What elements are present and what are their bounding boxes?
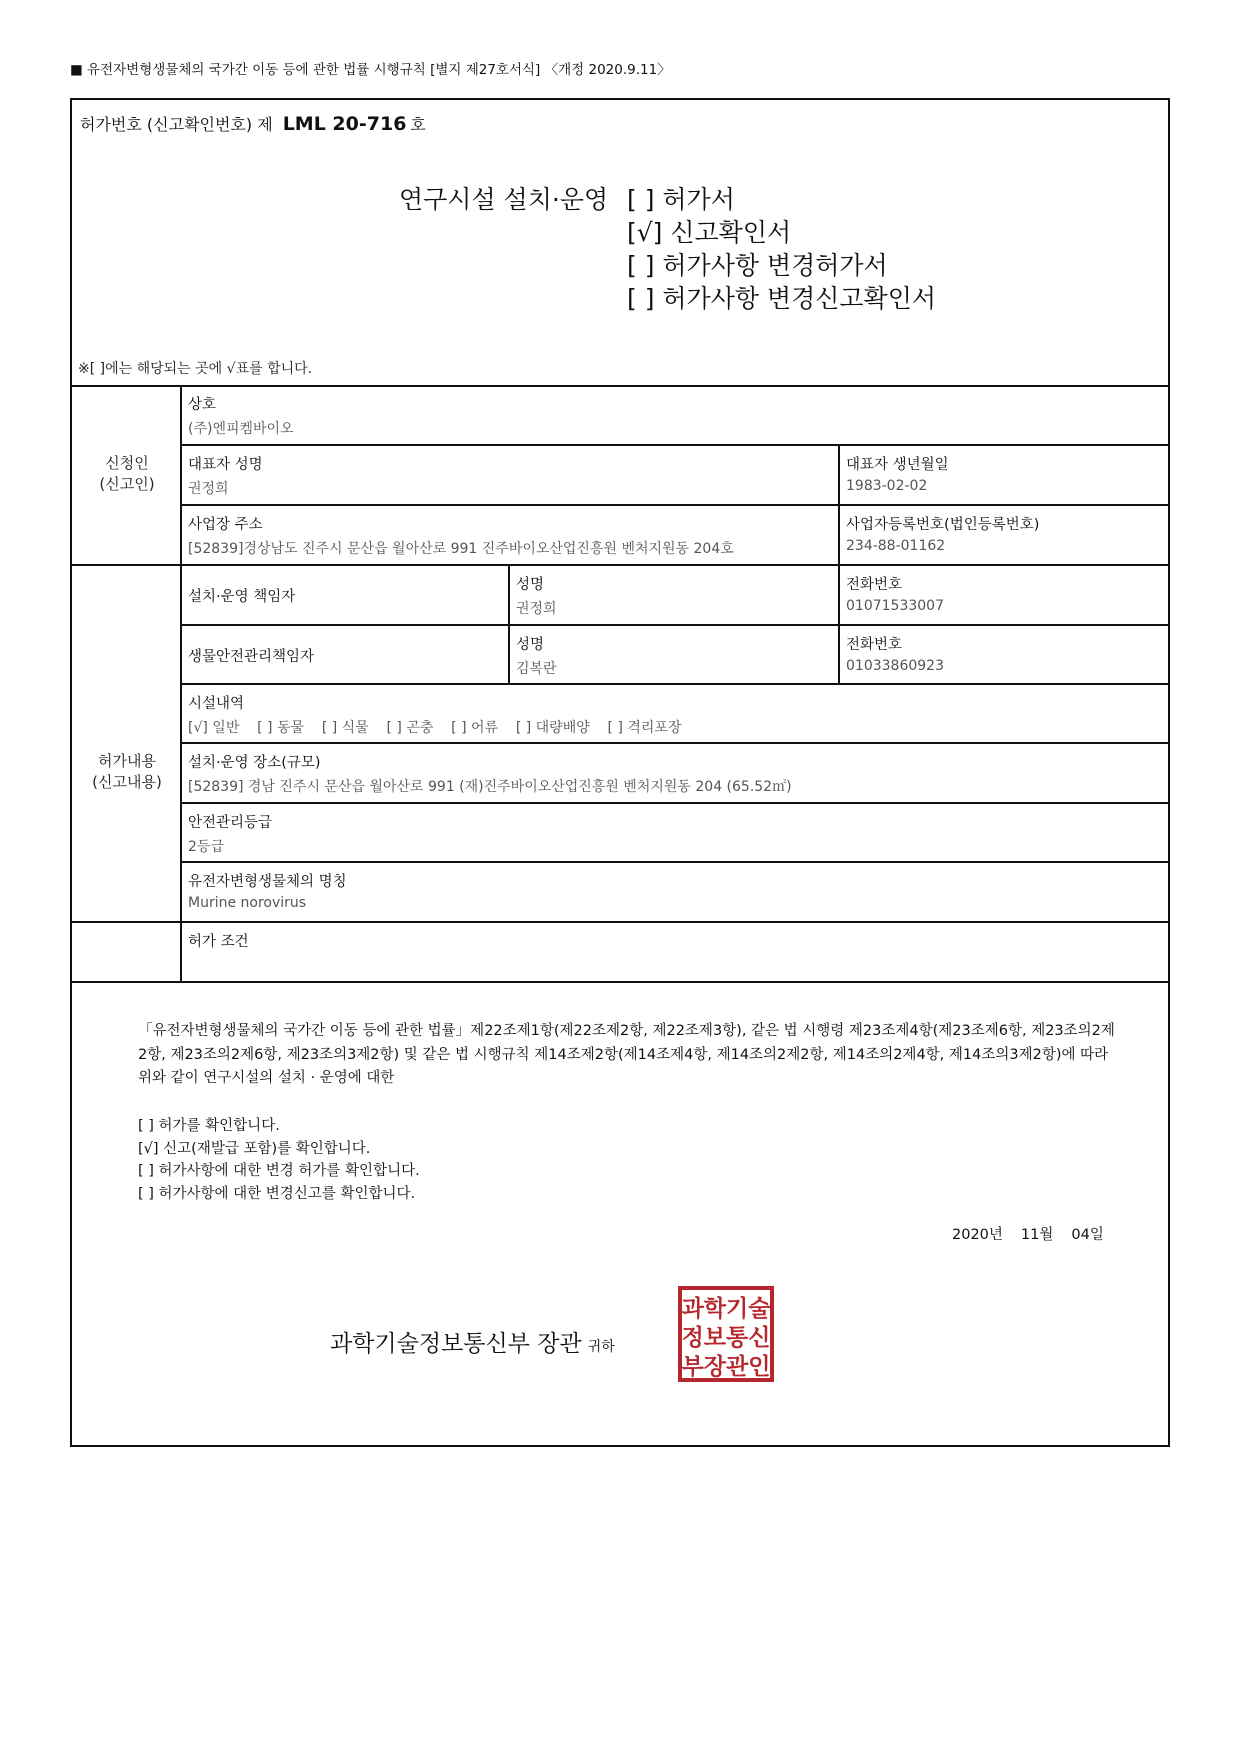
law-header: ■ 유전자변형생물체의 국가간 이동 등에 관한 법률 시행규칙 [별지 제27호서식] 〈개정 2020.9.11〉 (70, 62, 671, 78)
bio-officer-label: 생물안전관리책임자 (188, 649, 315, 665)
address-label: 사업장 주소 (188, 517, 263, 533)
title-option-change-permit: [ ] 허가사항 변경허가서 (627, 251, 888, 280)
seal-line-1: 과학기술 (681, 1296, 771, 1322)
manager-name-value: 권정희 (516, 601, 557, 617)
issue-date (952, 1223, 1104, 1244)
issue-day: 04일 (1071, 1227, 1104, 1243)
seal-graphic (678, 1286, 774, 1382)
document-title-main: 연구시설 설치·운영 (399, 185, 609, 214)
recipient-name: 과학기술정보통신부 장관 (330, 1331, 582, 1357)
bio-officer-name-value: 김복란 (516, 661, 557, 677)
company-label: 상호 (188, 397, 217, 413)
location-value: [52839] 경남 진주시 문산읍 월아산로 991 (재)진주바이오산업진흥원 벤처지원동 204 (65.52㎡) (188, 779, 792, 795)
condition-label: 허가 조건 (188, 934, 249, 950)
issue-month: 11월 (1020, 1227, 1054, 1243)
title-option-report: [√] 신고확인서 (627, 218, 792, 247)
permit-number: LML 20-716 (282, 113, 407, 135)
lmo-name-label: 유전자변형생물체의 명칭 (188, 874, 347, 890)
seal-line-2: 정보통신 (681, 1325, 771, 1351)
location-label: 설치·운영 장소(규모) (188, 755, 321, 771)
recipient (330, 1325, 615, 1358)
lmo-name-value: Murine norovirus (188, 895, 307, 911)
manager-label: 설치·운영 책임자 (188, 589, 296, 605)
bizno-value: 234-88-01162 (846, 538, 946, 554)
issue-year: 2020년 (952, 1227, 1003, 1243)
bio-officer-name-label: 성명 (516, 637, 545, 653)
grade-value: 2등급 (188, 839, 224, 855)
confirm-options (138, 1115, 420, 1205)
permit-number-line (80, 112, 426, 135)
title-option-permit: [ ] 허가서 (627, 185, 735, 214)
company-value: (주)엔피켐바이오 (188, 421, 294, 437)
facility-label: 시설내역 (188, 696, 245, 712)
recipient-suffix: 귀하 (587, 1339, 615, 1355)
applicant-section-label: 신청인 (신고인) (99, 454, 155, 493)
rep-birth-label: 대표자 생년월일 (846, 457, 949, 473)
permit-document-frame (70, 98, 1170, 1447)
confirm-option-change-report: [ ] 허가사항에 대한 변경신고를 확인합니다. (138, 1185, 416, 1202)
title-option-change-report: [ ] 허가사항 변경신고확인서 (627, 284, 936, 313)
confirm-option-report: [√] 신고(재발급 포함)를 확인합니다. (138, 1140, 371, 1157)
check-note: ※[ ]에는 해당되는 곳에 √표를 합니다. (78, 361, 313, 377)
confirm-option-permit: [ ] 허가를 확인합니다. (138, 1118, 280, 1134)
rep-birth-value: 1983-02-02 (846, 478, 928, 494)
facility-value: [√] 일반 [ ] 동물 [ ] 식물 [ ] 곤충 [ ] 어류 [ ] 대량배양 [ ] 격리포장 (188, 720, 682, 736)
bizno-label: 사업자등록번호(법인등록번호) (846, 517, 1040, 533)
manager-phone-label: 전화번호 (846, 577, 903, 593)
confirm-option-change-permit: [ ] 허가사항에 대한 변경 허가를 확인합니다. (138, 1163, 420, 1179)
permit-number-suffix: 호 (410, 115, 426, 134)
rep-name-value: 권정희 (188, 481, 229, 497)
grade-label: 안전관리등급 (188, 815, 273, 831)
rep-name-label: 대표자 성명 (188, 457, 263, 473)
bio-officer-phone-label: 전화번호 (846, 637, 903, 653)
official-seal-stamp (678, 1286, 774, 1382)
permit-number-label: 허가번호 (신고확인번호) 제 (80, 115, 273, 134)
manager-name-label: 성명 (516, 577, 545, 593)
bio-officer-phone-value: 01033860923 (846, 658, 944, 674)
address-value: [52839]경상남도 진주시 문산읍 월아산로 991 진주바이오산업진흥원 벤처지원동 204호 (188, 541, 734, 557)
legal-paragraph: 「유전자변형생물체의 국가간 이동 등에 관한 법률」제22조제1항(제22조제2항, 제22조제3항), 같은 법 시행령 제23조제4항(제23조제6항, 제23조의2제2항, 제23조의2제6항, 제23조의3제2항) 및 같은 법 시행규칙 제14조제2항(제14조제4항, 제14조의2제2항, 제14조의2제4항, 제14조의3제2항)에 따라 위와 같이 연구시설의 설치 · 운영에 대한 (138, 1023, 1115, 1086)
manager-phone-value: 01071533007 (846, 598, 944, 614)
permit-content-section-label: 허가내용 (신고내용) (92, 752, 162, 791)
seal-line-3: 부장관인 (681, 1354, 771, 1380)
